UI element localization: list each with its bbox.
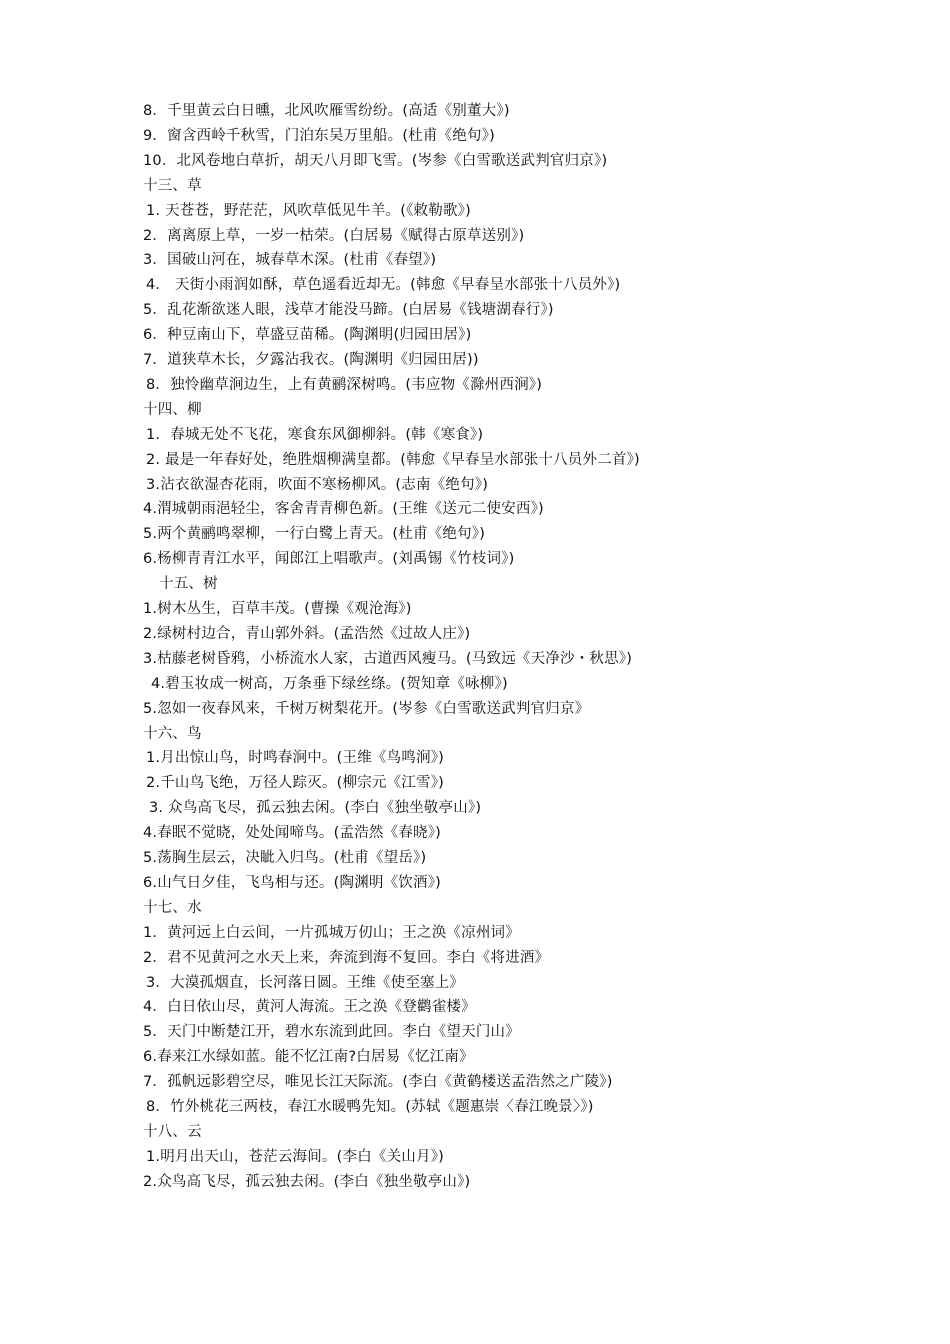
poem-line: 2.众鸟高飞尽，孤云独去闲。(李白《独坐敬亭山》) xyxy=(143,1173,471,1190)
poem-line: 4． 天街小雨润如酥，草色遥看近却无。(韩愈《早春呈水部张十八员外》) xyxy=(146,277,621,294)
section-heading: 十七、水 xyxy=(143,899,202,916)
section-heading: 十八、云 xyxy=(143,1123,202,1140)
poem-line: 1. 天苍苍，野茫茫，风吹草低见牛羊。(《敕勒歌》) xyxy=(146,202,471,219)
poem-line: 1．春城无处不飞花，寒食东风御柳斜。(韩《寒食》) xyxy=(146,426,484,443)
poem-line: 3. 众鸟高飞尽，孤云独去闲。(李白《独坐敬亭山》) xyxy=(149,800,482,817)
poem-line: 6．种豆南山下，草盛豆苗稀。(陶渊明(归园田居》) xyxy=(143,327,472,344)
poem-line: 8．独怜幽草涧边生，上有黄鹂深树鸣。(韦应物《滁州西涧》) xyxy=(146,376,543,393)
poem-line: 4.春眠不觉晓，处处闻啼鸟。(孟浩然《春晓》) xyxy=(143,825,441,842)
poem-line: 2．离离原上草，一岁一枯荣。(白居易《赋得古原草送别》) xyxy=(143,227,525,244)
section-heading: 十六、鸟 xyxy=(143,725,202,742)
poem-line: 4．白日依山尽，黄河人海流。王之涣《登鹳雀楼》 xyxy=(143,999,476,1016)
poem-line: 5.两个黄鹂鸣翠柳，一行白鹭上青天。(杜甫《绝句》) xyxy=(143,526,486,543)
poem-line: 6.春来江水绿如蓝。能不忆江南?白居易《忆江南》 xyxy=(143,1049,474,1066)
poem-line: 7．孤帆远影碧空尽，唯见长江天际流。(李白《黄鹤楼送孟浩然之广陵》) xyxy=(143,1074,613,1091)
poem-line: 8．千里黄云白日曛，北风吹雁雪纷纷。(高适《别董大》) xyxy=(143,103,510,119)
poem-line: 1.月出惊山鸟，时鸣春涧中。(王维《鸟鸣涧》) xyxy=(146,750,444,767)
poem-line: 2.千山鸟飞绝，万径人踪灭。(柳宗元《江雪》) xyxy=(146,775,444,792)
poem-line: 6.山气日夕佳，飞鸟相与还。(陶渊明《饮酒》) xyxy=(143,874,441,891)
poem-line: 9．窗含西岭千秋雪，门泊东吴万里船。(杜甫《绝句》) xyxy=(143,127,495,144)
poem-line: 6.杨柳青青江水平，闻郎江上唱歌声。(刘禹锡《竹枝词》) xyxy=(143,551,515,568)
poem-line: 1.树木丛生，百草丰茂。(曹操《观沧海》) xyxy=(143,601,412,617)
poem-line: 3．大漠孤烟直，长河落日圆。王维《使至塞上》 xyxy=(146,974,465,991)
poem-line: 10．北风卷地白草折，胡天八月即飞雪。(岑参《白雪歌送武判官归京》) xyxy=(143,152,608,169)
section-heading: 十五、树 xyxy=(159,576,218,593)
section-heading: 十四、柳 xyxy=(143,401,202,418)
section-heading: 十三、草 xyxy=(143,177,202,194)
poem-line: 4.渭城朝雨浥轻尘，客舍青青柳色新。(王维《送元二使安西》) xyxy=(143,501,544,518)
poem-line: 4.碧玉妆成一树高，万条垂下绿丝绦。(贺知章《咏柳》) xyxy=(151,675,508,692)
poem-line: 7．道狭草木长，夕露沾我衣。(陶渊明《归园田居)) xyxy=(143,352,479,368)
poem-line: 5.忽如一夜春风来，千树万树梨花开。(岑参《白雪歌送武判官归京》 xyxy=(143,700,590,717)
poem-line: 2．君不见黄河之水天上来，奔流到海不复回。李白《将进酒》 xyxy=(143,949,550,966)
poem-line: 3．国破山河在，城春草木深。(杜甫《春望》) xyxy=(143,252,437,269)
poem-line: 5.荡胸生层云，决眦入归鸟。(杜甫《望岳》) xyxy=(143,850,427,866)
poem-line: 3.枯藤老树昏鸦，小桥流水人家，古道西风瘦马。(马致远《天净沙・秋思》) xyxy=(143,650,633,667)
poem-line: 2.绿树村边合，青山郭外斜。(孟浩然《过故人庄》) xyxy=(143,625,471,642)
poem-line: 3.沾衣欲湿杏花雨，吹面不寒杨柳风。(志南《绝句》) xyxy=(146,476,489,493)
poem-line: 8．竹外桃花三两枝，春江水暖鸭先知。(苏轼《题惠崇〈春江晚景〉》) xyxy=(146,1099,594,1115)
poem-line: 1．黄河远上白云间，一片孤城万仞山；王之涣《凉州词》 xyxy=(143,924,520,941)
poem-line: 2. 最是一年春好处，绝胜烟柳满皇都。(韩愈《早春呈水部张十八员外二首》) xyxy=(146,451,640,468)
poem-line: 5．天门中断楚江开，碧水东流到此回。李白《望天门山》 xyxy=(143,1024,520,1041)
poem-line: 1.明月出天山，苍茫云海间。(李白《关山月》) xyxy=(146,1148,444,1165)
poem-line: 5．乱花渐欲迷人眼，浅草才能没马蹄。(白居易《钱塘湖春行》) xyxy=(143,302,554,319)
